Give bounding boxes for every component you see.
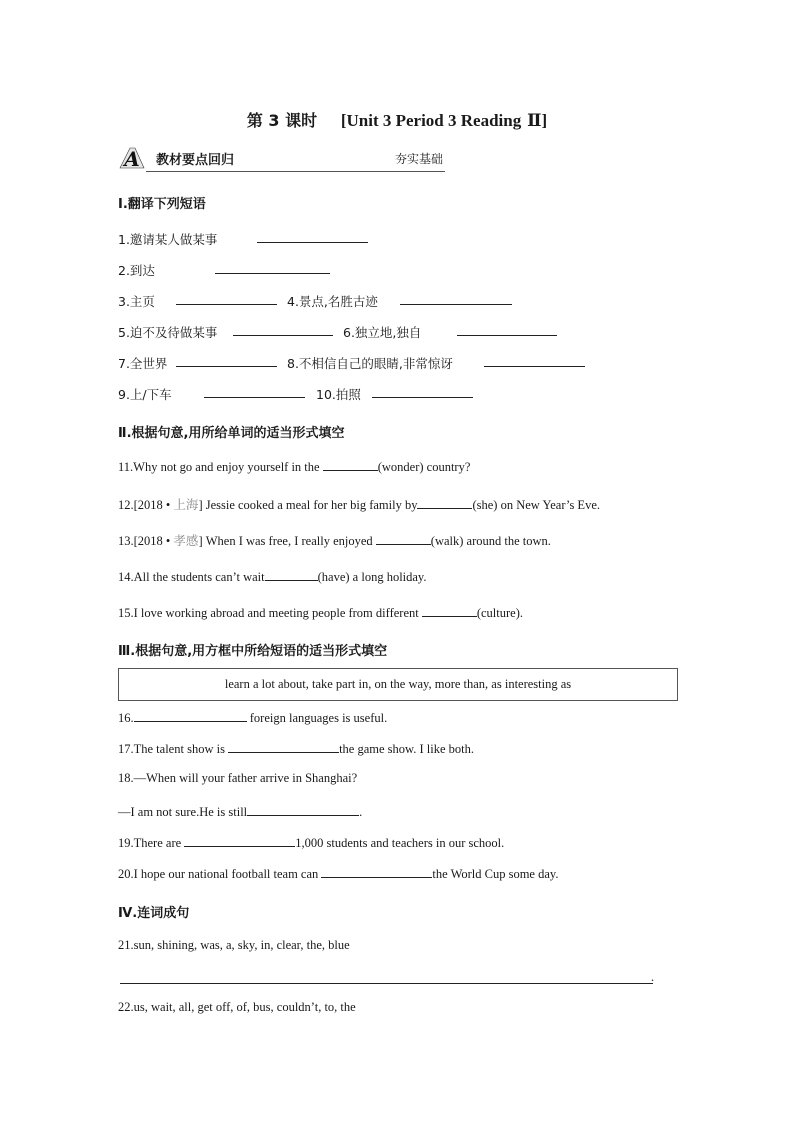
banner-underline <box>146 171 445 172</box>
phrase-box-text: learn a lot about, take part in, on the way, more than, as interesting as <box>224 677 572 691</box>
q18-question: 18.—When will your father arrive in Shanghai? <box>118 771 358 785</box>
q11-text: 11.Why not go and enjoy yourself in the <box>118 460 323 474</box>
q15-hint: (culture). <box>476 606 523 620</box>
q13-number: 13.[2018 • <box>118 534 174 548</box>
q17-blank[interactable] <box>228 740 339 753</box>
q7-blank[interactable] <box>176 354 277 367</box>
banner-subtitle: 夯实基础 <box>394 152 443 166</box>
q16 <box>118 709 387 726</box>
q9-blank[interactable] <box>204 385 305 398</box>
q19-text-end: 1,000 students and teachers in our school. <box>295 836 505 850</box>
section-1-heading: Ⅰ.翻译下列短语 <box>118 197 206 212</box>
q12-text: ] Jessie cooked a meal for her big family by <box>198 498 418 512</box>
q14-blank[interactable] <box>265 568 318 581</box>
section-4-heading: Ⅳ.连词成句 <box>118 906 190 921</box>
q3-blank[interactable] <box>176 292 277 305</box>
q13-blank[interactable] <box>376 532 431 545</box>
q10-prompt: 10.拍照 <box>316 387 361 402</box>
q19-blank[interactable] <box>184 834 295 847</box>
q3-prompt: 3.主页 <box>118 294 155 309</box>
q20-blank[interactable] <box>321 865 432 878</box>
q14 <box>118 568 427 585</box>
q6-prompt: 6.独立地,独自 <box>343 325 422 340</box>
q8-blank[interactable] <box>484 354 585 367</box>
q17-text: 17.The talent show is <box>118 742 229 756</box>
q21-period: . <box>651 970 655 984</box>
letter-a-icon <box>118 146 146 170</box>
q14-hint: (have) a long holiday. <box>317 570 427 584</box>
section-3-heading: Ⅲ.根据句意,用方框中所给短语的适当形式填空 <box>118 644 388 659</box>
q22-words: 22.us, wait, all, get off, of, bus, couldn’t, to, the <box>118 1000 356 1014</box>
q12 <box>118 495 600 513</box>
title-unit: [Unit 3 Period 3 Reading <box>340 111 522 130</box>
q17-text-end: the game show. I like both. <box>339 742 474 756</box>
banner-title: 教材要点回归 <box>156 153 235 168</box>
section-banner <box>118 146 445 172</box>
q19 <box>118 834 504 851</box>
phrase-box <box>118 668 678 701</box>
q9-prompt: 9.上/下车 <box>118 387 172 402</box>
q20-text-end: the World Cup some day. <box>432 867 559 881</box>
q16-number: 16. <box>118 711 134 725</box>
q18-end: . <box>359 805 363 819</box>
page-title <box>0 108 794 131</box>
q14-text: 14.All the students can’t wait <box>118 570 265 584</box>
q12-number: 12.[2018 • <box>118 498 174 512</box>
q20-text: 20.I hope our national football team can <box>118 867 322 881</box>
q10-blank[interactable] <box>372 385 473 398</box>
q2-prompt: 2.到达 <box>118 263 155 278</box>
q1-prompt: 1.邀请某人做某事 <box>118 232 218 247</box>
svg-text:A: A <box>124 147 140 170</box>
q16-blank[interactable] <box>134 709 247 722</box>
q21-answer-line[interactable] <box>120 983 653 984</box>
q20 <box>118 865 558 882</box>
q13 <box>118 531 551 549</box>
q16-text: foreign languages is useful. <box>246 711 388 725</box>
q13-text: ] When I was free, I really enjoyed <box>198 534 376 548</box>
q2-blank[interactable] <box>215 261 330 274</box>
q11-blank[interactable] <box>323 458 378 471</box>
q21-words: 21.sun, shining, was, a, sky, in, clear, the, blue <box>118 938 350 952</box>
q7-prompt: 7.全世界 <box>118 356 168 371</box>
q15-text: 15.I love working abroad and meeting people from different <box>118 606 422 620</box>
q4-prompt: 4.景点,名胜古迹 <box>287 294 378 309</box>
q11-hint: (wonder) country? <box>377 460 471 474</box>
q13-hint: (walk) around the town. <box>430 534 551 548</box>
q17 <box>118 740 474 757</box>
q12-source: 上海 <box>173 497 199 512</box>
q12-blank[interactable] <box>417 496 472 509</box>
title-lesson: 第 3 课时 <box>246 111 318 130</box>
q18-answer <box>118 803 362 820</box>
q5-blank[interactable] <box>233 323 333 336</box>
q8-prompt: 8.不相信自己的眼睛,非常惊讶 <box>287 356 453 371</box>
q18-blank[interactable] <box>247 803 359 816</box>
title-close: ] <box>541 111 548 130</box>
q4-blank[interactable] <box>400 292 512 305</box>
title-roman: Ⅱ <box>527 111 542 130</box>
q15-blank[interactable] <box>422 604 477 617</box>
q11 <box>118 458 470 475</box>
q18-text: —I am not sure.He is still <box>118 805 248 819</box>
q19-text: 19.There are <box>118 836 185 850</box>
q12-hint: (she) on New Year’s Eve. <box>472 498 600 512</box>
q1-blank[interactable] <box>257 230 368 243</box>
q5-prompt: 5.迫不及待做某事 <box>118 325 218 340</box>
q15 <box>118 604 523 621</box>
section-2-heading: Ⅱ.根据句意,用所给单词的适当形式填空 <box>118 426 345 441</box>
q13-source: 孝感 <box>173 533 199 548</box>
q6-blank[interactable] <box>457 323 557 336</box>
